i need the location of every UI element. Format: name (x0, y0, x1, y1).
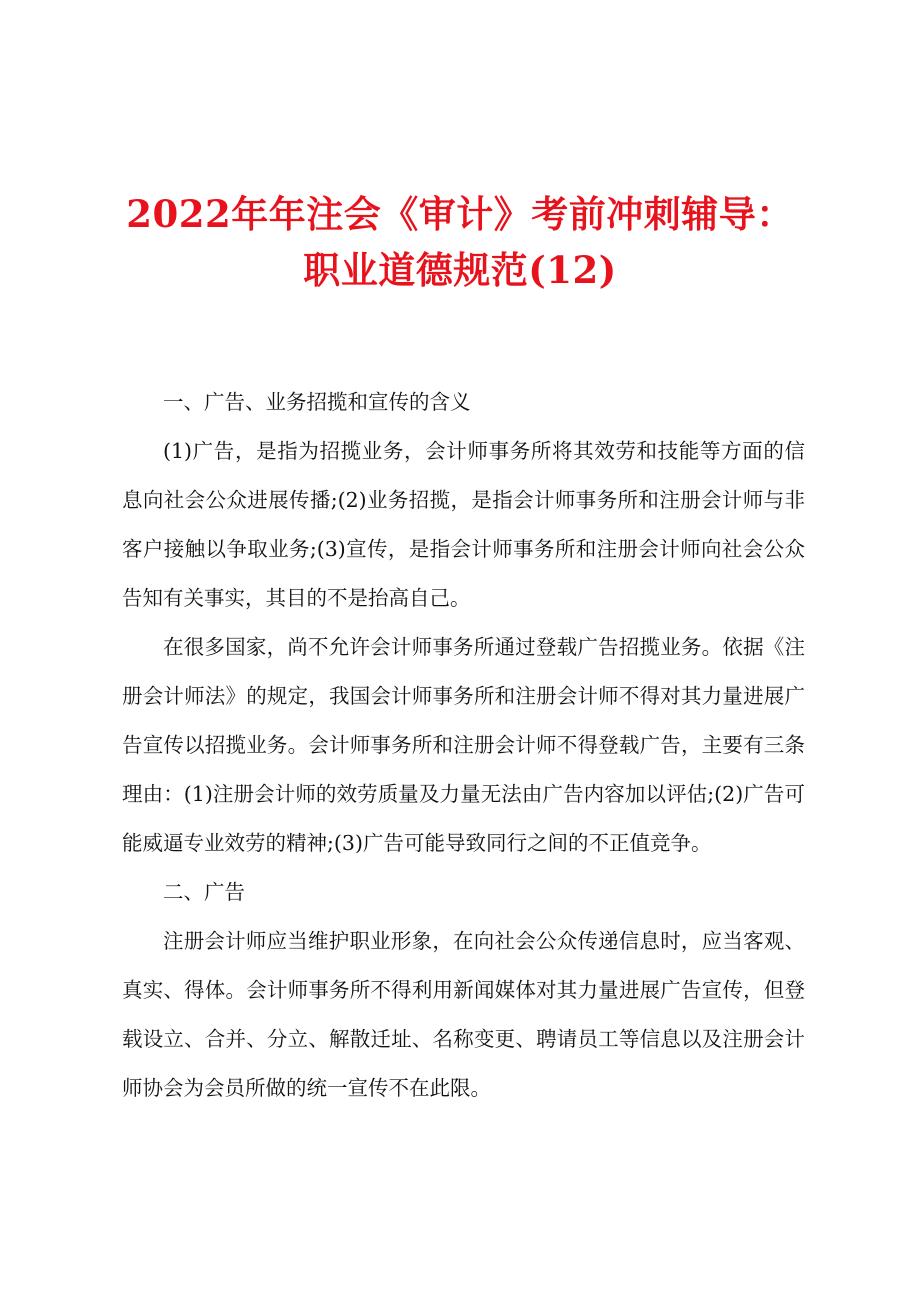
paragraph-advertising: 注册会计师应当维护职业形象，在向社会公众传递信息时，应当客观、真实、得体。会计师事务所不得利用新闻媒体对其力量进展广告宣传，但登载设立、合并、分立、解散迁址、名称变更、聘请员工等信息以及注册会计师协会为会员所做的统一宣传不在此限。 (122, 929, 805, 1100)
paragraph-reasons: 在很多国家，尚不允许会计师事务所通过登载广告招揽业务。依据《注册会计师法》的规定，我国会计师事务所和注册会计师不得对其力量进展广告宣传以招揽业务。会计师事务所和注册会计师不得登载广告，主要有三条理由：(1)注册会计师的效劳质量及力量无法由广告内容加以评估;(2)广告可能威逼专业效劳的精神;(3)广告可能导致同行之间的不正值竞争。 (122, 635, 805, 855)
section-heading-1: 一、广告、业务招揽和宣传的含义 (163, 390, 471, 414)
document-title: 2022年年注会《审计》考前冲刺辅导：职业道德规范(12) (126, 192, 794, 292)
section-heading-2: 二、广告 (163, 880, 245, 904)
paragraph-definitions: (1)广告，是指为招揽业务，会计师事务所将其效劳和技能等方面的信息向社会公众进展传播;(2)业务招揽，是指会计师事务所和注册会计师与非客户接触以争取业务;(3)宣传，是指会计师事务所和注册会计师向社会公众告知有关事实，其目的不是抬高自己。 (122, 439, 805, 610)
document-body (122, 378, 805, 1113)
